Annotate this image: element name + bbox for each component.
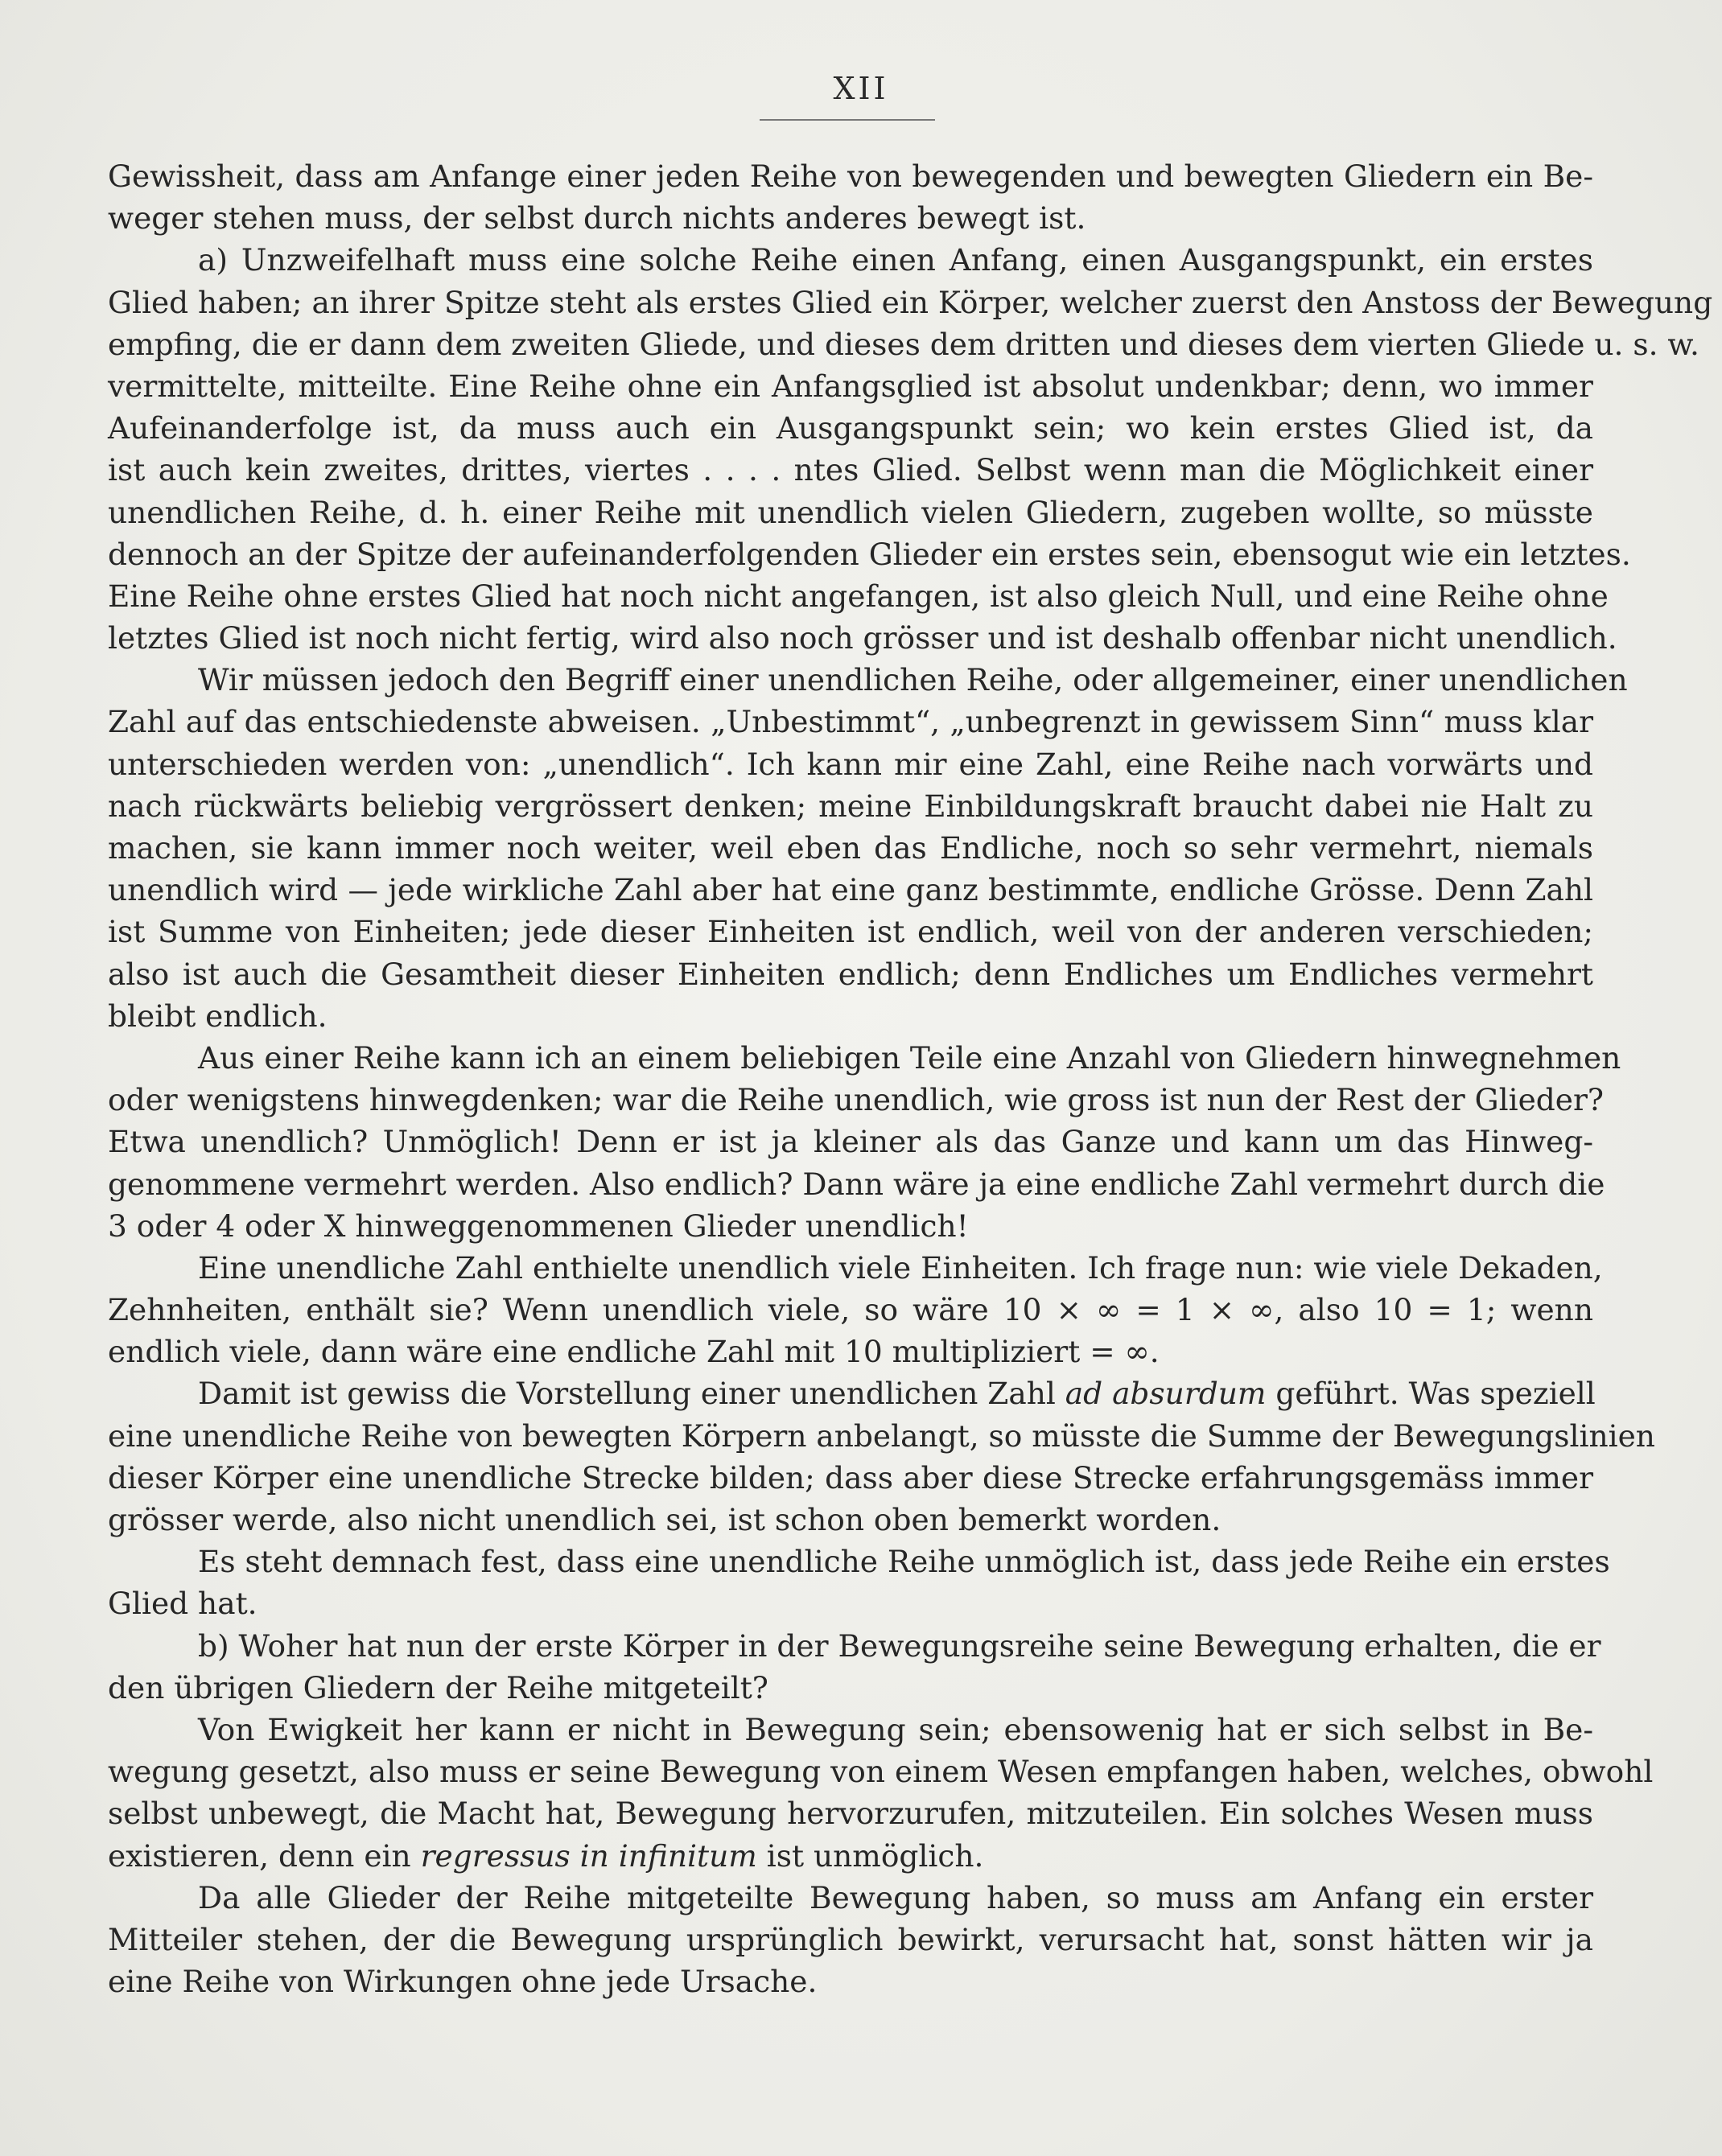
text-line: Mitteiler stehen, der die Bewegung ursprünglich bewirkt, verursacht hat, sonst hätten wir ja — [108, 1921, 1593, 1957]
text-line: oder wenigstens hinwegdenken; war die Reihe unendlich, wie gross ist nun der Rest der Glieder? — [108, 1082, 1605, 1118]
text-line: dennoch an der Spitze der aufeinanderfolgenden Glieder ein erstes sein, ebensogut wie ein letztes. — [108, 536, 1631, 572]
text-line: nach rückwärts beliebig vergrössert denken; meine Einbildungskraft braucht dabei nie Halt zu — [108, 788, 1593, 824]
text-line: eine Reihe von Wirkungen ohne jede Ursache. — [108, 1964, 818, 2000]
text-line: Gewissheit, dass am Anfange einer jeden Reihe von bewegenden und bewegten Gliedern ein Be- — [108, 158, 1593, 194]
text-line: genommene vermehrt werden. Also endlich? Dann wäre ja eine endliche Zahl vermehrt durch die — [108, 1166, 1605, 1202]
text-line: wegung gesetzt, also muss er seine Bewegung von einem Wesen empfangen haben, welches, obwohl — [108, 1754, 1654, 1790]
text-line: unterschieden werden von: „unendlich“. Ich kann mir eine Zahl, eine Reihe nach vorwärts und — [108, 746, 1593, 782]
text-line: bleibt endlich. — [108, 998, 328, 1034]
text-line: Aus einer Reihe kann ich an einem beliebigen Teile eine Anzahl von Gliedern hinwegnehmen — [198, 1039, 1621, 1076]
page-number: XII — [833, 71, 889, 106]
text-line: unendlich wird — jede wirkliche Zahl aber hat eine ganz bestimmte, endliche Grösse. Denn Zahl — [108, 872, 1593, 908]
text-line: Glied hat. — [108, 1586, 257, 1622]
text-line: Etwa unendlich? Unmöglich! Denn er ist ja kleiner als das Ganze und kann um das Hinweg- — [108, 1124, 1593, 1160]
text-line: Zehnheiten, enthält sie? Wenn unendlich viele, so wäre 10 × ∞ = 1 × ∞, also 10 = 1; wenn — [108, 1292, 1593, 1328]
body-text — [108, 155, 1713, 2002]
text-line: unendlichen Reihe, d. h. einer Reihe mit unendlich vielen Gliedern, zugeben wollte, so müsste — [108, 494, 1593, 530]
text-line: empfing, die er dann dem zweiten Gliede, und dieses dem dritten und dieses dem vierten Gliede u. s. w. — [108, 326, 1699, 362]
text-line: Von Ewigkeit her kann er nicht in Bewegung sein; ebensowenig hat er sich selbst in Be- — [198, 1711, 1593, 1747]
text-line: Es steht demnach fest, dass eine unendliche Reihe unmöglich ist, dass jede Reihe ein erstes — [198, 1544, 1610, 1580]
text-line: Wir müssen jedoch den Begriff einer unendlichen Reihe, oder allgemeiner, einer unendlichen — [198, 662, 1628, 698]
italic-phrase: regressus in infinitum — [420, 1837, 757, 1874]
text-line: a) Unzweifelhaft muss eine solche Reihe einen Anfang, einen Ausgangspunkt, ein erstes — [198, 242, 1593, 278]
text-line: den übrigen Gliedern der Reihe mitgeteilt? — [108, 1669, 768, 1705]
text-line: b) Woher hat nun der erste Körper in der Bewegungsreihe seine Bewegung erhalten, die er — [198, 1627, 1601, 1664]
text-line: existieren, denn ein regressus in infinitum ist unmöglich. — [108, 1837, 984, 1874]
text-line: weger stehen muss, der selbst durch nichts anderes bewegt ist. — [108, 200, 1086, 237]
text-line: vermittelte, mitteilte. Eine Reihe ohne ein Anfangsglied ist absolut undenkbar; denn, wo immer — [108, 368, 1593, 404]
text-line: letztes Glied ist noch nicht fertig, wird also noch grösser und ist deshalb offenbar nicht unendlich. — [108, 620, 1617, 656]
text-line: Eine unendliche Zahl enthielte unendlich viele Einheiten. Ich frage nun: wie viele Dekaden, — [198, 1249, 1603, 1286]
text-line: Aufeinanderfolge ist, da muss auch ein Ausgangspunkt sein; wo kein erstes Glied ist, da — [108, 410, 1593, 446]
text-line: selbst unbewegt, die Macht hat, Bewegung hervorzurufen, mitzuteilen. Ein solches Wesen muss — [108, 1796, 1593, 1832]
text-line: Damit ist gewiss die Vorstellung einer unendlichen Zahl ad absurdum geführt. Was speziell — [198, 1376, 1596, 1412]
text-line: 3 oder 4 oder X hinweggenommenen Glieder unendlich! — [108, 1208, 969, 1244]
text-line: machen, sie kann immer noch weiter, weil eben das Endliche, noch so sehr vermehrt, niemals — [108, 830, 1593, 866]
text-line: ist auch kein zweites, drittes, viertes . . . . ntes Glied. Selbst wenn man die Möglichkeit einer — [108, 452, 1593, 488]
text-line: dieser Körper eine unendliche Strecke bilden; dass aber diese Strecke erfahrungsgemäss immer — [108, 1459, 1593, 1496]
text-line: grösser werde, also nicht unendlich sei, ist schon oben bemerkt worden. — [108, 1502, 1221, 1537]
text-line: Eine Reihe ohne erstes Glied hat noch nicht angefangen, ist also gleich Null, und eine Reihe ohne — [108, 578, 1609, 614]
italic-phrase: ad absurdum — [1065, 1376, 1267, 1412]
text-line: ist Summe von Einheiten; jede dieser Einheiten ist endlich, weil von der anderen verschieden; — [108, 914, 1593, 950]
text-line: endlich viele, dann wäre eine endliche Zahl mit 10 multipliziert = ∞. — [108, 1334, 1160, 1370]
text-line: also ist auch die Gesamtheit dieser Einheiten endlich; denn Endliches um Endliches vermehrt — [108, 956, 1593, 992]
text-line: Zahl auf das entschiedenste abweisen. „Unbestimmt“, „unbegrenzt in gewissem Sinn“ muss klar — [108, 704, 1593, 740]
text-line: Da alle Glieder der Reihe mitgeteilte Bewegung haben, so muss am Anfang ein erster — [198, 1879, 1593, 1915]
text-line: Glied haben; an ihrer Spitze steht als erstes Glied ein Körper, welcher zuerst den Anstoss der Bewegung — [108, 284, 1713, 320]
header-rule — [760, 119, 935, 121]
text-line: eine unendliche Reihe von bewegten Körpern anbelangt, so müsste die Summe der Bewegungslinien — [108, 1417, 1655, 1454]
